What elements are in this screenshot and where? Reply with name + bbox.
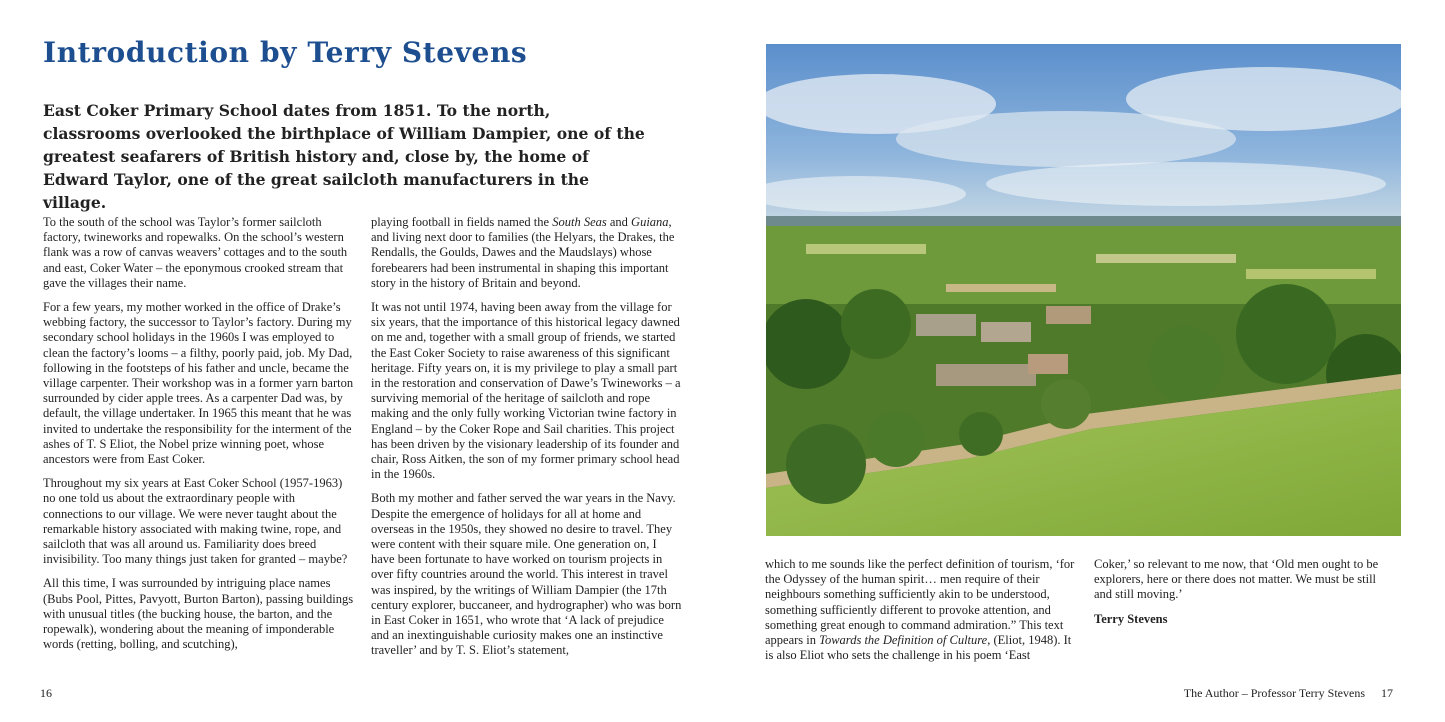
lead-paragraph: East Coker Primary School dates from 1851. To the north, classrooms overlooked the birthplace of William Dampier, one of the greatest seafarers of British history and, close by, the home of Edward Taylor, one of the great sailcloth manufacturers in the village. [43,101,645,212]
page-number-left: 16 [40,686,52,700]
text-run: and [606,215,632,229]
italic-place-name: South Seas [552,215,607,229]
italic-book-title: Towards the Definition of Culture [819,633,988,648]
paragraph: All this time, I was surrounded by intriguing place names (Bubs Pool, Pittes, Pavyott, Burton Barton), passing buildings with unusual titles (the bucking house, the barton, and the ropewalk), wondering about the meaning of imponderable words (retting, bolling, and scutching), [43,576,354,652]
village-landscape-photo [766,44,1401,536]
text-run: playing football in fields named the [371,215,553,229]
page-number-right: 17 [1381,686,1393,700]
page-title: Introduction by Terry Stevens [43,36,528,69]
text-run: , and living next door to families (the Helyars, the Drakes, the Rendalls, the Goulds, Dawes and the Maudslays) whose forebearers had been instrumental in shaping this important story in the history of Britain and beyond. [371,215,675,290]
paragraph [765,557,1077,663]
italic-place-name: Guiana [631,215,669,229]
footer-title: The Author – Professor Terry Stevens [1183,686,1365,700]
text-run: , (Eliot, 1948). It is also Eliot who sets the challenge in his poem ‘East [765,633,1072,663]
paragraph [371,215,683,291]
paragraph: Coker,’ so relevant to me now, that ‘Old men ought to be explorers, here or there does not matter. We must be still and still moving.’ [1094,557,1379,602]
paragraph: It was not until 1974, having been away from the village for six years, that the importance of this historical legacy dawned on me and, together with a small group of friends, we started the East Coker Society to raise awareness of this significant heritage. Fifty years on, it is my privilege to play a small part in the restoration and conservation of Dawe’s Twineworks – a surviving memorial of the heritage of sailcloth and rope making and the only fully working Victorian twine factory in England – by the Coker Rope and Sail charities. This project has been driven by the visionary leadership of its founder and chair, Ross Aitken, the son of my former primary school head in the 1960s. [371,300,681,482]
running-footer [1184,686,1393,701]
text-column-4 [1094,557,1394,627]
text-column-2 [371,215,683,668]
paragraph: Both my mother and father served the war years in the Navy. Despite the emergence of holidays for all at home and overseas in the 1950s, they showed no desire to travel. They were content with their square mile. One generation on, I have been fortunate to have worked on tourism projects in over fifty countries around the world. This interest in travel was inspired, by the writings of William Dampier (the 17th century explorer, buccaneer, and hydrographer) who was born in East Coker in 1651, who wrote that ‘A lack of prejudice and an inextinguishable curiosity makes one an instinctive traveller’ and by T. S. Eliot’s statement, [371,491,682,658]
paragraph: To the south of the school was Taylor’s former sailcloth factory, twineworks and ropewalks. On the school’s western flank was a row of canvas weavers’ cottages and to the south and east, Coker Water – the eponymous crooked stream that gave the villages their name. [43,215,348,290]
text-column-1 [43,215,356,661]
text-run: which to me sounds like the perfect definition of tourism, ‘for the Odyssey of the human spirit… men require of their neighbours something sufficiently akin to be understood, something sufficiently different to provoke attention, and something great enough to command admiration.” This text appears in [765,557,1075,648]
paragraph: Throughout my six years at East Coker School (1957-1963) no one told us about the extraordinary people with connections to our village. We were never taught about the remarkable history associated with making twine, rope, and sailcloth that was all around us. Familiarity does breed invisibility. Too many things just taken for granted – maybe? [43,476,348,567]
author-signature: Terry Stevens [1094,611,1168,626]
text-column-3 [765,557,1077,672]
paragraph: For a few years, my mother worked in the office of Drake’s webbing factory, the successor to Taylor’s factory. During my secondary school holidays in the 1960s I was employed to clean the factory’s looms – a filthy, poorly paid, job. My Dad, following in the footsteps of his father and uncle, became the village carpenter. Their workshop was in a former yarn barton surrounded by cider apple trees. As a carpenter Dad was, by default, the village undertaker. In 1965 this meant that he was invited to undertake the responsibility for the interment of the ashes of T. S Eliot, the Nobel prize winning poet, whose ancestors were from East Coker. [43,300,354,467]
